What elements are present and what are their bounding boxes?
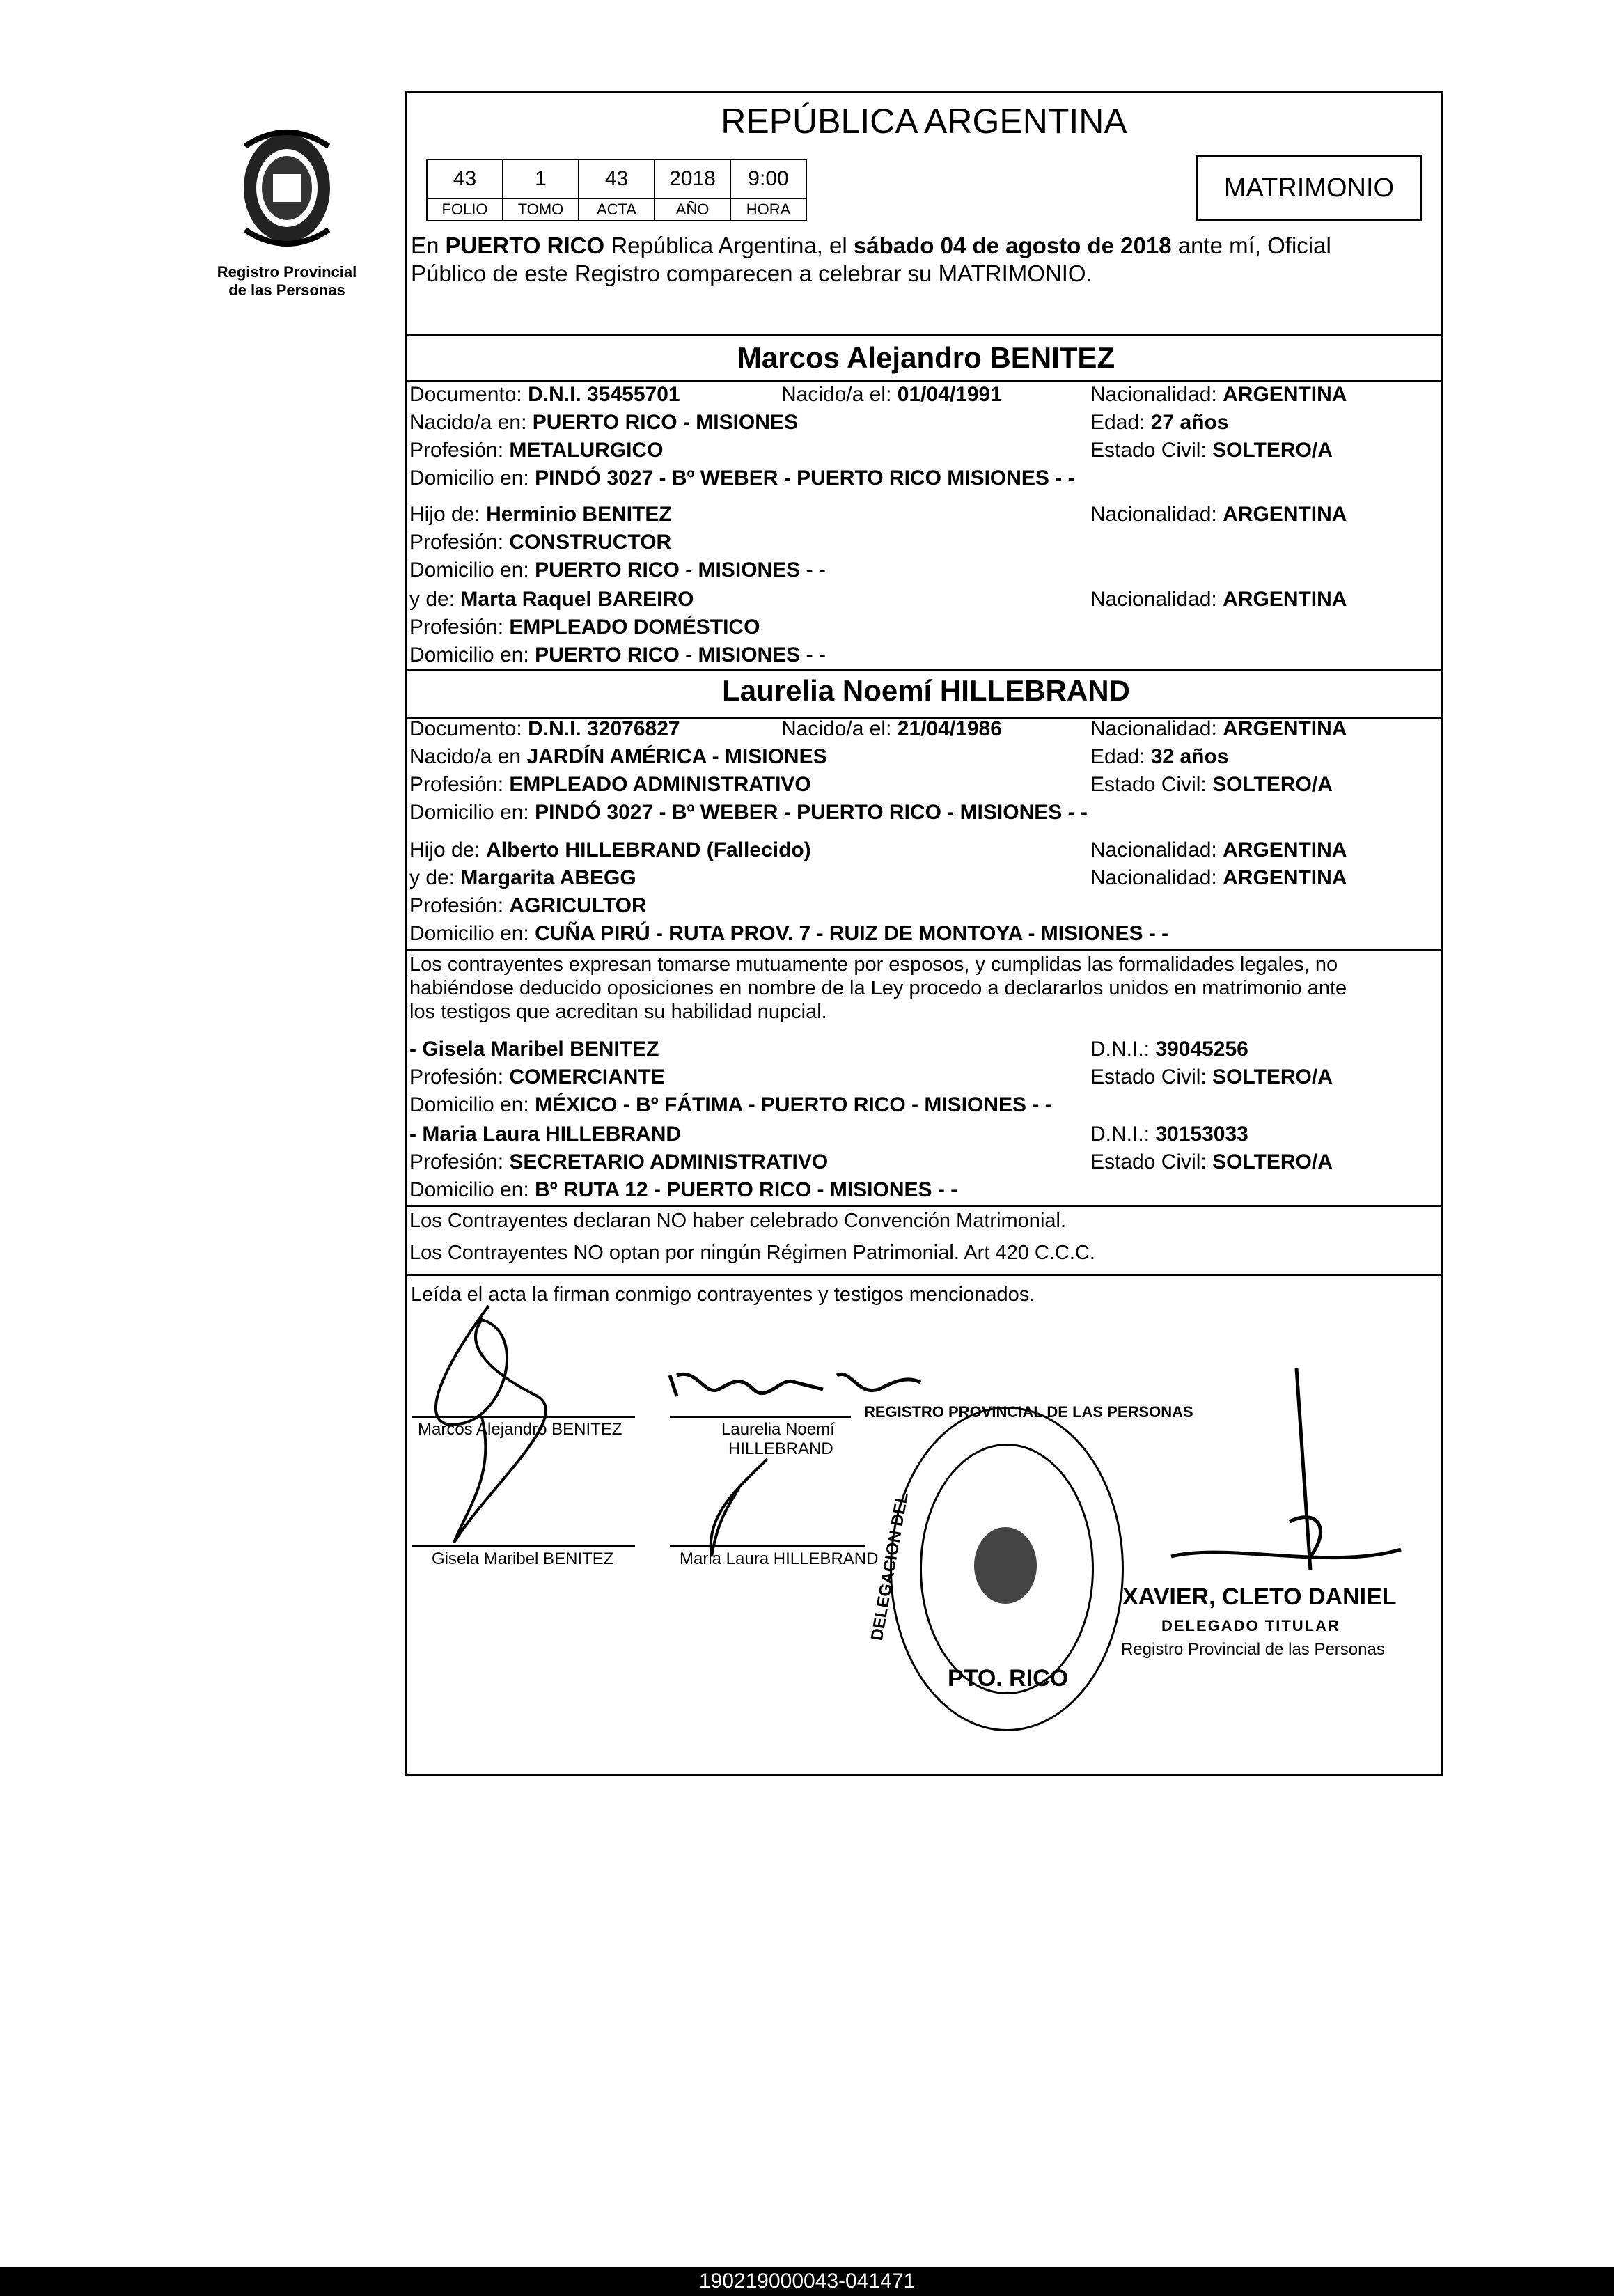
bride-doc-label: Documento: <box>409 717 522 740</box>
province-logo <box>224 118 350 258</box>
witness2-name: - Maria Laura HILLEBRAND <box>409 1123 682 1146</box>
bride-civil-value: SOLTERO/A <box>1212 773 1333 796</box>
bride-nat-value: ARGENTINA <box>1223 717 1347 740</box>
groom-father-nat-value: ARGENTINA <box>1223 503 1347 526</box>
bride-father-nationality <box>1090 838 1347 862</box>
witness2-prof-label: Profesión: <box>409 1150 504 1173</box>
intro-en: En <box>411 233 439 258</box>
bride-addr-label: Domicilio en: <box>409 801 529 824</box>
bride-signature-scribble <box>670 1374 920 1396</box>
witness1-dni-label: D.N.I.: <box>1090 1038 1150 1061</box>
bride-mother-nat-value: ARGENTINA <box>1223 866 1347 889</box>
bride-parents-prof-label: Profesión: <box>409 894 504 917</box>
witness1-addr-value: MÉXICO - Bº FÁTIMA - PUERTO RICO - MISIONES - - <box>535 1093 1052 1116</box>
witness2-addr-value: Bº RUTA 12 - PUERTO RICO - MISIONES - - <box>535 1178 958 1201</box>
bride-born-in-label: Nacido/a en <box>409 745 522 768</box>
intro-officer: ante mí, Oficial <box>1177 233 1331 258</box>
bride-born-in <box>409 745 827 769</box>
seal-bottom-text: PTO. RICO <box>948 1665 1069 1692</box>
groom-father-label: Hijo de: <box>409 503 480 526</box>
logo-caption-line1: Registro Provincial <box>217 263 357 281</box>
groom-born-in <box>409 411 798 435</box>
bride-father-nat-value: ARGENTINA <box>1223 838 1347 861</box>
seal-left-text: DELEGACION DEL <box>867 1491 912 1642</box>
tomo-value: 1 <box>503 159 579 198</box>
witness2-address <box>409 1178 957 1202</box>
bride-parents-addr-label: Domicilio en: <box>409 922 529 945</box>
witness1-civil-label: Estado Civil: <box>1090 1065 1207 1088</box>
witness1-civil-status <box>1090 1065 1333 1089</box>
witness2-dni-value: 30153033 <box>1155 1123 1248 1146</box>
bride-nat-label: Nacionalidad: <box>1090 717 1217 740</box>
bride-prof-label: Profesión: <box>409 773 504 796</box>
groom-prof-label: Profesión: <box>409 439 504 462</box>
groom-father <box>409 503 672 526</box>
groom-nat-label: Nacionalidad: <box>1090 383 1217 406</box>
groom-birth-value: 01/04/1991 <box>897 383 1002 406</box>
bride-doc-value: D.N.I. 32076827 <box>528 717 680 740</box>
bride-profession <box>409 773 811 797</box>
bride-parents-profession <box>409 894 647 918</box>
bride-age-label: Edad: <box>1090 745 1145 768</box>
groom-born-in-label: Nacido/a en: <box>409 411 527 434</box>
bride-birth-value: 21/04/1986 <box>897 717 1002 740</box>
groom-doc <box>409 383 680 407</box>
intro-line1 <box>411 234 1331 258</box>
witness2-prof-value: SECRETARIO ADMINISTRATIVO <box>509 1150 829 1173</box>
bride-age-value: 32 años <box>1150 745 1229 768</box>
convention-line1: Los Contrayentes declaran NO haber celebrado Convención Matrimonial. <box>409 1210 1067 1232</box>
groom-addr-label: Domicilio en: <box>409 467 529 490</box>
bride-birth <box>781 717 1002 741</box>
groom-mother-nat-value: ARGENTINA <box>1223 588 1347 611</box>
witness2-civil-value: SOLTERO/A <box>1212 1150 1333 1173</box>
groom-mother-nat-label: Nacionalidad: <box>1090 588 1217 611</box>
bride-civil-status <box>1090 773 1333 797</box>
signature-intro: Leída el acta la firman conmigo contrayentes y testigos mencionados. <box>411 1283 1035 1306</box>
logo-caption-line2: de las Personas <box>228 281 345 299</box>
witness1-dni-value: 39045256 <box>1155 1038 1248 1061</box>
declaration-line3: los testigos que acreditan su habilidad nupcial. <box>409 1001 827 1023</box>
officer-title: DELEGADO TITULAR <box>1161 1617 1340 1634</box>
groom-father-nationality <box>1090 503 1347 526</box>
intro-line2: Público de este Registro comparecen a celebrar su MATRIMONIO. <box>411 260 1092 286</box>
bride-father-label: Hijo de: <box>409 838 480 861</box>
groom-mother-profession <box>409 616 760 639</box>
witness2-civil-label: Estado Civil: <box>1090 1150 1207 1173</box>
bride-parents-prof-value: AGRICULTOR <box>509 894 647 917</box>
groom-civil-status <box>1090 439 1333 462</box>
groom-address <box>409 467 1075 490</box>
bride-parents-address <box>409 922 1168 946</box>
intro-date: sábado 04 de agosto de 2018 <box>853 233 1172 258</box>
groom-age-label: Edad: <box>1090 411 1145 434</box>
groom-mother-addr-value: PUERTO RICO - MISIONES - - <box>535 643 826 666</box>
bride-father-value: Alberto HILLEBRAND (Fallecido) <box>486 838 811 861</box>
witness2-profession <box>409 1150 828 1174</box>
groom-father-value: Herminio BENITEZ <box>486 503 672 526</box>
tomo-label: TOMO <box>503 198 579 221</box>
official-seal <box>864 1403 1193 1731</box>
act-type-label: MATRIMONIO <box>1223 173 1395 203</box>
bride-birth-label: Nacido/a el: <box>781 717 892 740</box>
bride-address <box>409 801 1088 825</box>
groom-doc-value: D.N.I. 35455701 <box>528 383 680 406</box>
bride-prof-value: EMPLEADO ADMINISTRATIVO <box>509 773 811 796</box>
groom-mother-nationality <box>1090 588 1347 611</box>
year-value: 2018 <box>655 159 730 198</box>
groom-civil-label: Estado Civil: <box>1090 439 1207 462</box>
bride-doc <box>409 717 680 741</box>
bride-civil-label: Estado Civil: <box>1090 773 1207 796</box>
country-title: REPÚBLICA ARGENTINA <box>721 102 1127 141</box>
bride-mother-nationality <box>1090 866 1347 890</box>
bride-addr-value: PINDÓ 3027 - Bº WEBER - PUERTO RICO - MISIONES - - <box>535 801 1088 824</box>
groom-nationality <box>1090 383 1347 407</box>
declaration-line2: habiéndose deducido oposiciones en nombre de la Ley procedo a declararlos unidos en matrimonio ante <box>409 977 1347 999</box>
witness1-prof-label: Profesión: <box>409 1065 504 1088</box>
groom-father-address <box>409 559 826 582</box>
footer-barcode-text: 190219000043-041471 <box>698 2270 916 2293</box>
year-label: AÑO <box>655 198 730 221</box>
groom-birth <box>781 383 1002 407</box>
folio-label: FOLIO <box>427 198 503 221</box>
intro-city: PUERTO RICO <box>445 233 605 258</box>
witness1-civil-value: SOLTERO/A <box>1212 1065 1333 1088</box>
witness1-name: - Gisela Maribel BENITEZ <box>409 1038 659 1061</box>
witness2-dni-label: D.N.I.: <box>1090 1123 1150 1146</box>
officer-org: Registro Provincial de las Personas <box>1121 1640 1385 1659</box>
groom-age-value: 27 años <box>1150 411 1229 434</box>
bride-mother-label: y de: <box>409 866 455 889</box>
footer-bar <box>0 2267 1614 2296</box>
groom-mother-addr-label: Domicilio en: <box>409 643 529 666</box>
bride-born-in-value: JARDÍN AMÉRICA - MISIONES <box>526 745 827 768</box>
groom-father-addr-value: PUERTO RICO - MISIONES - - <box>535 559 826 581</box>
witness2-dni <box>1090 1123 1248 1146</box>
witness1-addr-label: Domicilio en: <box>409 1093 529 1116</box>
witness1-dni <box>1090 1038 1248 1061</box>
witness1-profession <box>409 1065 665 1089</box>
bride-signature-label-line1: Laurelia Noemí <box>721 1420 835 1439</box>
act-type-box <box>1196 155 1422 221</box>
groom-name: Marcos Alejandro BENITEZ <box>737 341 1115 374</box>
convention-line2: Los Contrayentes NO optan por ningún Régimen Patrimonial. Art 420 C.C.C. <box>409 1242 1095 1264</box>
act-reference-table <box>426 159 807 221</box>
bride-nationality <box>1090 717 1347 741</box>
hour-label: HORA <box>730 198 806 221</box>
folio-value: 43 <box>427 159 503 198</box>
bride-father <box>409 838 811 862</box>
groom-mother-label: y de: <box>409 588 455 611</box>
bride-mother <box>409 866 636 890</box>
groom-doc-label: Documento: <box>409 383 522 406</box>
groom-mother-value: Marta Raquel BAREIRO <box>460 588 694 611</box>
seal-emblem-icon <box>974 1527 1037 1604</box>
witness2-civil-status <box>1090 1150 1333 1174</box>
bride-age <box>1090 745 1228 769</box>
acta-value: 43 <box>579 159 655 198</box>
officer-name: XAVIER, CLETO DANIEL <box>1122 1584 1397 1610</box>
groom-prof-value: METALURGICO <box>509 439 664 462</box>
misiones-coat-of-arms-icon <box>224 118 350 258</box>
bride-signature-label-line2: HILLEBRAND <box>728 1439 833 1458</box>
groom-mother-address <box>409 643 826 667</box>
groom-birth-label: Nacido/a el: <box>781 383 892 406</box>
witness1-signature-label: Gisela Maribel BENITEZ <box>432 1549 614 1568</box>
groom-age <box>1090 411 1228 435</box>
intro-republic: República Argentina, el <box>611 233 847 258</box>
hour-value: 9:00 <box>730 159 806 198</box>
bride-mother-value: Margarita ABEGG <box>460 866 636 889</box>
groom-father-prof-value: CONSTRUCTOR <box>509 531 672 554</box>
groom-father-prof-label: Profesión: <box>409 531 504 554</box>
groom-nat-value: ARGENTINA <box>1223 383 1347 406</box>
witness2-signature-label: Maria Laura HILLEBRAND <box>680 1549 879 1568</box>
acta-label: ACTA <box>579 198 655 221</box>
groom-father-addr-label: Domicilio en: <box>409 559 529 581</box>
groom-mother-prof-label: Profesión: <box>409 616 504 639</box>
officer-signature-scribble <box>1171 1368 1401 1570</box>
groom-mother <box>409 588 694 611</box>
bride-name: Laurelia Noemí HILLEBRAND <box>722 674 1130 707</box>
witness1-address <box>409 1093 1052 1117</box>
seal-top-text: REGISTRO PROVINCIAL DE LAS PERSONAS <box>864 1403 1193 1421</box>
groom-civil-value: SOLTERO/A <box>1212 439 1333 462</box>
witness2-addr-label: Domicilio en: <box>409 1178 529 1201</box>
bride-father-nat-label: Nacionalidad: <box>1090 838 1217 861</box>
groom-mother-prof-value: EMPLEADO DOMÉSTICO <box>509 616 760 639</box>
witness2-signature-scribble <box>711 1459 767 1556</box>
bride-mother-nat-label: Nacionalidad: <box>1090 866 1217 889</box>
groom-signature-label: Marcos Alejandro BENITEZ <box>418 1420 622 1439</box>
witness1-prof-value: COMERCIANTE <box>509 1065 665 1088</box>
bride-parents-addr-value: CUÑA PIRÚ - RUTA PROV. 7 - RUIZ DE MONTOYA - MISIONES - - <box>535 922 1169 945</box>
groom-profession <box>409 439 664 462</box>
groom-father-profession <box>409 531 671 554</box>
declaration-line1: Los contrayentes expresan tomarse mutuamente por esposos, y cumplidas las formalidades legales, no <box>409 953 1338 976</box>
groom-addr-value: PINDÓ 3027 - Bº WEBER - PUERTO RICO MISIONES - - <box>535 467 1075 490</box>
groom-born-in-value: PUERTO RICO - MISIONES <box>532 411 798 434</box>
groom-father-nat-label: Nacionalidad: <box>1090 503 1217 526</box>
